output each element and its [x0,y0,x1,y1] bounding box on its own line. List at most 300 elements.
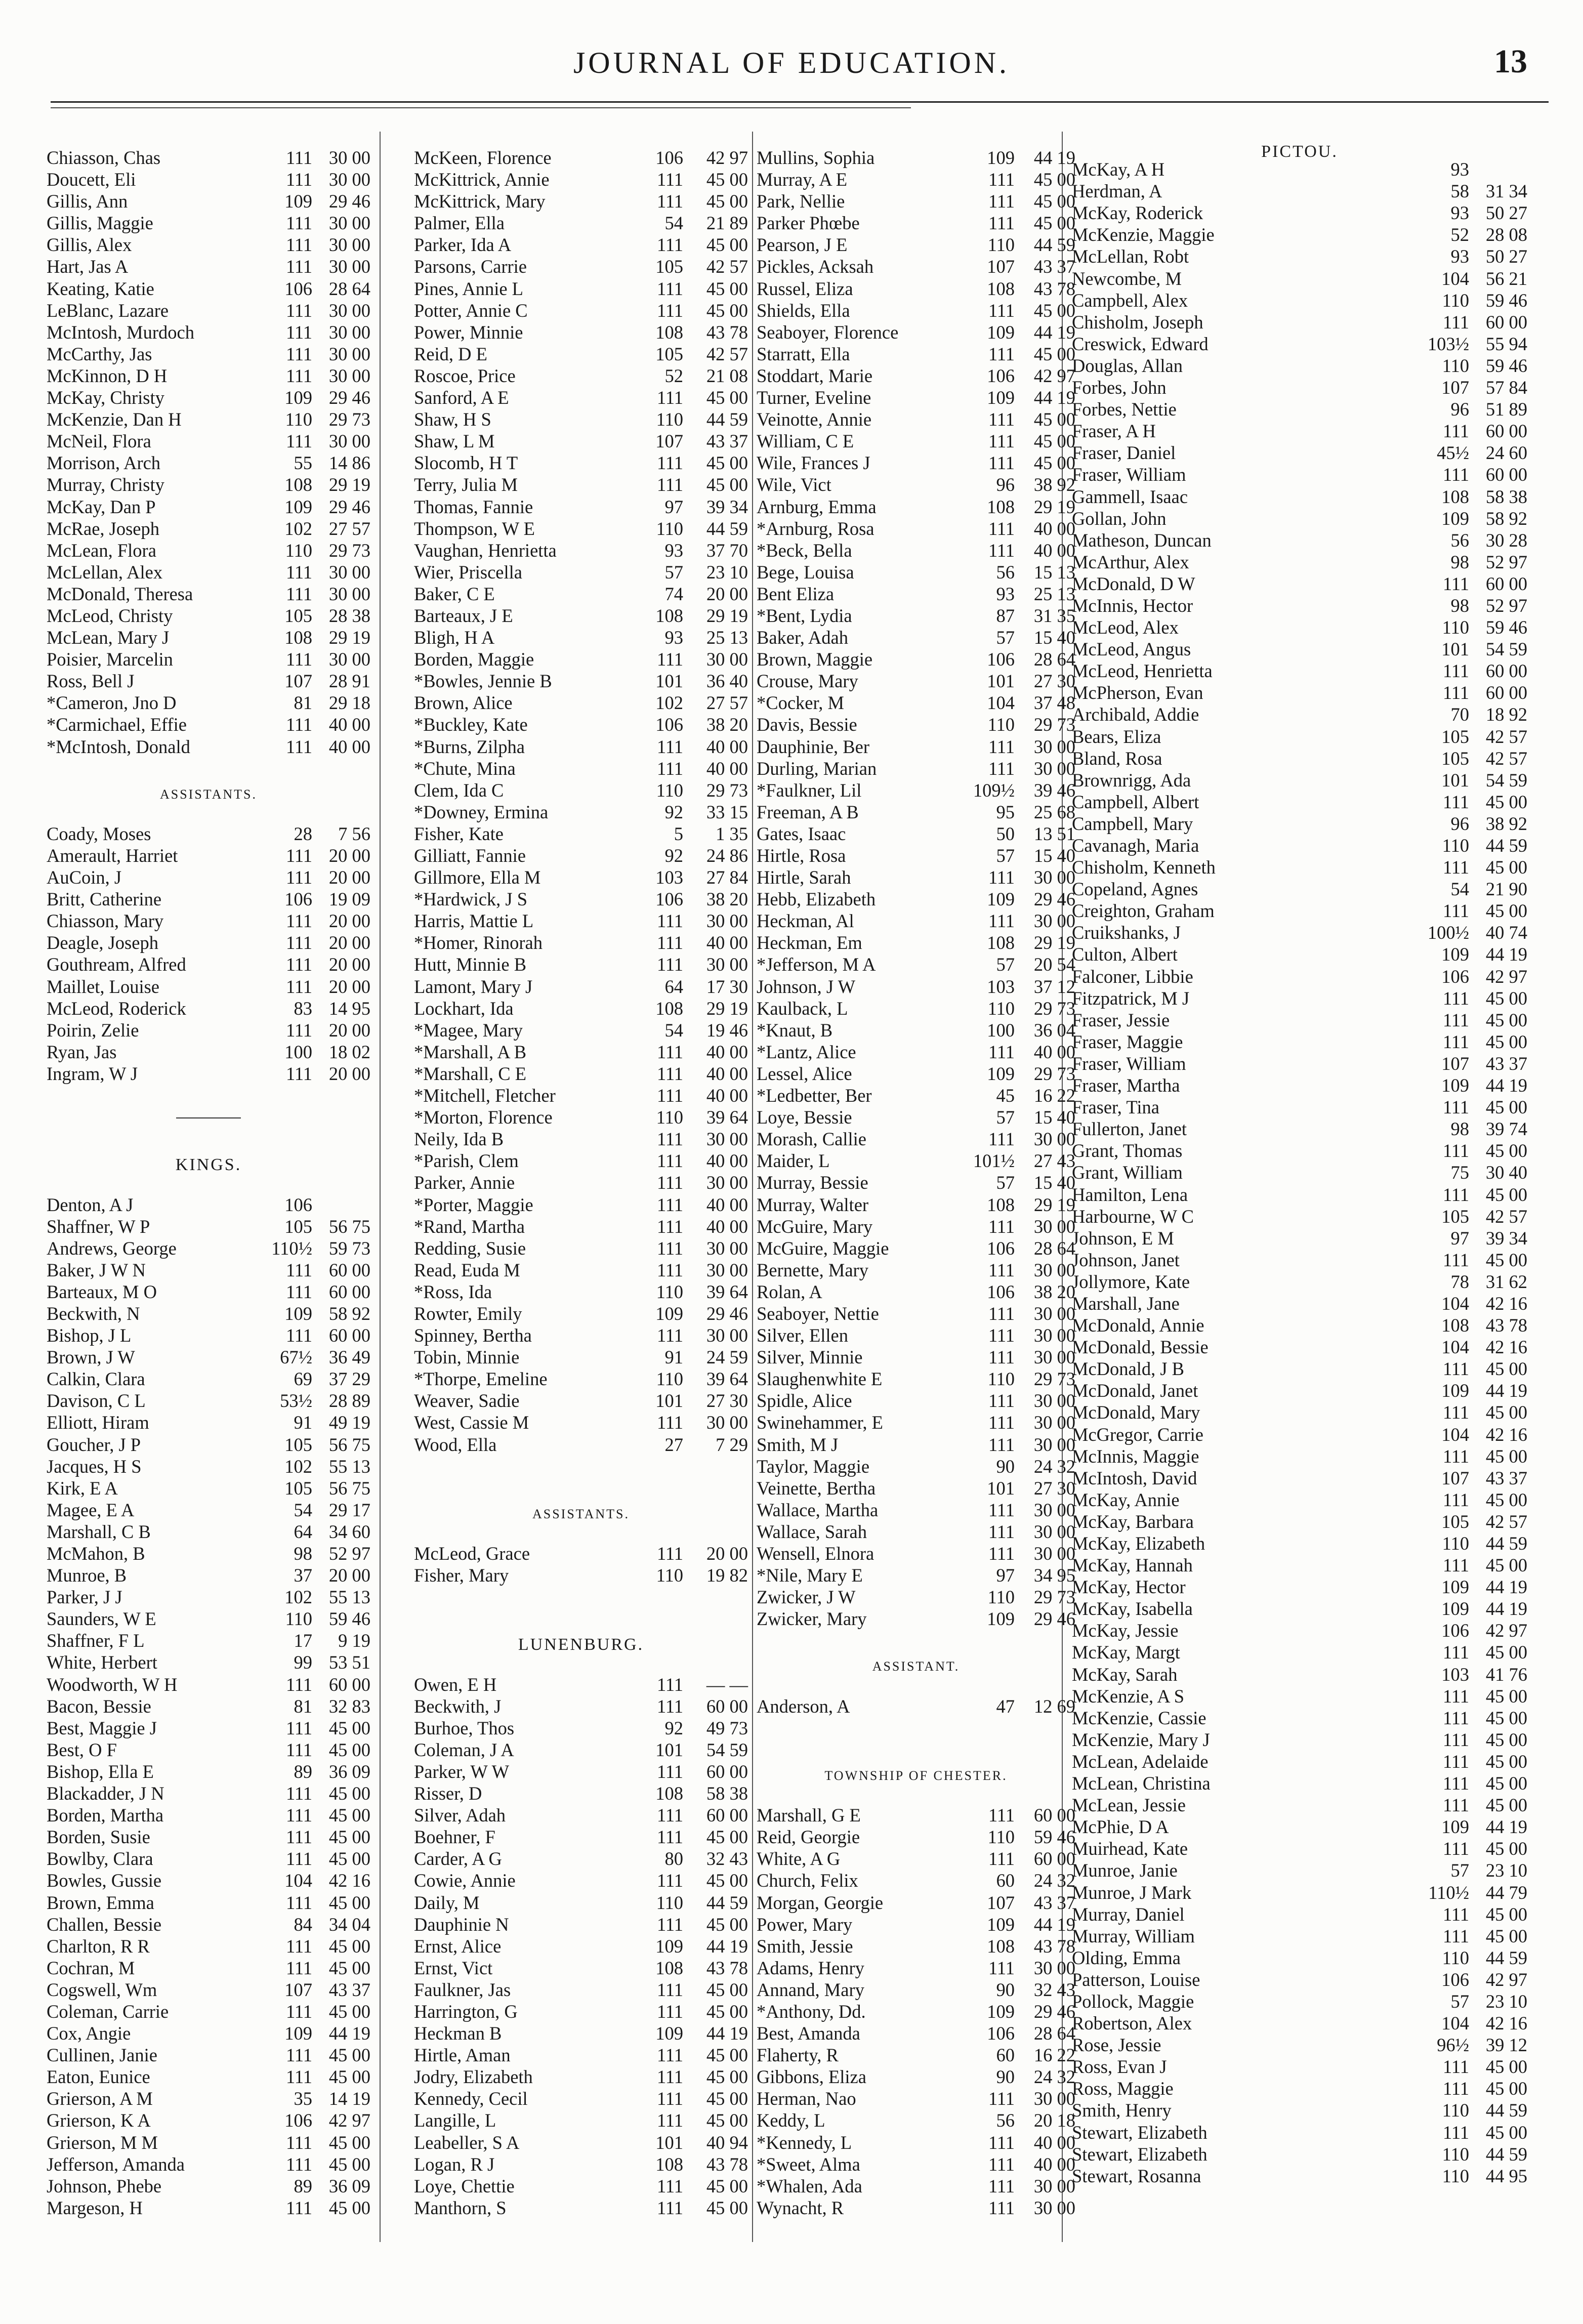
teacher-name: McLeod, Christy [47,605,173,626]
teacher-name: Poirin, Zelie [47,1019,139,1041]
days-taught: 111 [988,213,1015,234]
days-taught: 104 [1441,2013,1469,2034]
grant-amount: 60 00 [1485,660,1527,682]
teacher-name: McPherson, Evan [1072,682,1203,703]
grant-amount: 45 00 [1033,213,1075,234]
teacher-name: Davison, C L [47,1390,146,1412]
grant-amount: 45 00 [706,1979,748,2000]
grant-amount: 29 19 [1033,496,1075,517]
days-taught: 110 [1442,835,1469,856]
teacher-row [414,321,748,343]
days-taught: 111 [1442,1445,1469,1467]
grant-amount: 34 60 [328,1521,370,1542]
days-taught: 110 [987,1368,1015,1390]
grant-amount: 30 00 [706,1172,748,1193]
teacher-name: Rose, Jessie [1072,2035,1161,2056]
teacher-name: McDonald, Janet [1072,1380,1198,1401]
days-taught: 105 [655,343,683,364]
teacher-name: Grant, William [1072,1162,1183,1183]
days-taught: 111 [285,1935,312,1957]
teacher-name: *Faulkner, Lil [757,779,862,801]
teacher-name: McDonald, Bessie [1072,1337,1209,1358]
grant-amount: 52 97 [1485,551,1527,572]
teacher-name: Eaton, Eunice [47,2066,150,2088]
teacher-name: Fisher, Mary [414,1565,509,1586]
days-taught: 90 [996,2066,1015,2088]
grant-amount: 28 91 [328,671,370,692]
days-taught: 111 [988,2132,1015,2153]
teacher-name: Kirk, E A [47,1477,118,1499]
teacher-name: Campbell, Albert [1072,791,1199,812]
teacher-row [757,1434,1075,1456]
teacher-row [1072,1424,1527,1445]
teacher-name: Harris, Mattie L [414,910,534,932]
teacher-row [414,147,748,169]
grant-amount: 45 00 [1485,1795,1527,1816]
teacher-name: McDonald, Mary [1072,1402,1200,1423]
teacher-name: Olding, Emma [1072,1947,1181,1968]
days-taught: 56 [1450,529,1469,551]
days-taught: 111 [988,758,1015,779]
grant-amount: 29 73 [1033,714,1075,735]
teacher-name: Chisholm, Joseph [1072,311,1203,333]
teacher-row [1072,1184,1527,1206]
teacher-name: McDonald, D W [1072,573,1195,594]
days-taught: 108 [1441,1315,1469,1336]
teacher-name: McLean, Jessie [1072,1795,1186,1816]
teacher-row [1072,1293,1527,1314]
teacher-name: Wallace, Martha [757,1499,879,1520]
grant-amount: 21 89 [706,213,748,234]
teacher-name: Fraser, Tina [1072,1097,1159,1118]
teacher-name: Gillis, Ann [47,191,128,212]
teacher-name: Stewart, Elizabeth [1072,2122,1207,2143]
teacher-row [1072,551,1527,573]
teacher-name: Rolan, A [757,1281,822,1302]
teacher-row [47,190,370,212]
teacher-name: Read, Euda M [414,1259,520,1280]
section-heading: ASSISTANT. [872,1659,960,1674]
days-taught: 111 [988,1259,1015,1280]
grant-amount: 54 59 [1485,769,1527,791]
grant-amount: 58 92 [328,1303,370,1324]
teacher-row [1072,943,1527,965]
days-taught: 97 [996,1565,1015,1586]
grant-amount: 40 00 [706,1041,748,1062]
grant-amount: 40 00 [1033,540,1075,561]
teacher-row [414,2001,748,2022]
grant-amount: 45 00 [328,1935,370,1957]
days-taught: 105 [284,1434,312,1455]
grant-amount: 44 19 [1485,1075,1527,1096]
days-taught: 111 [1442,2078,1469,2099]
days-taught: 106 [655,147,683,168]
teacher-row [47,932,370,953]
teacher-name: Borden, Martha [47,1805,164,1826]
grant-amount: 12 69 [1033,1695,1075,1717]
teacher-row [757,932,1075,953]
teacher-row [757,736,1075,758]
days-taught: 110 [656,1565,683,1586]
grant-amount: 43 37 [1033,1892,1075,1913]
teacher-row [414,1739,748,1761]
grant-amount: 42 16 [1485,1424,1527,1445]
teacher-row [757,365,1075,387]
teacher-row [1072,486,1527,508]
days-taught: 111 [988,540,1015,561]
teacher-row [414,2132,748,2153]
days-taught: 111 [656,169,683,190]
days-taught: 110 [1442,355,1469,376]
grant-amount: 24 59 [706,1347,748,1368]
teacher-name: McKinnon, D H [47,365,168,386]
grant-amount: 45 00 [1485,2078,1527,2099]
days-taught: 57 [1450,1990,1469,2012]
grant-amount: 44 59 [706,1892,748,1913]
teacher-row [1072,158,1527,180]
teacher-name: *Parish, Clem [414,1150,519,1172]
days-taught: 109 [284,2023,312,2044]
teacher-name: Cochran, M [47,1957,135,1978]
teacher-row [47,1281,370,1303]
days-taught: 80 [664,1848,683,1870]
teacher-row [47,714,370,735]
teacher-name: William, C E [757,431,854,452]
teacher-name: Brown, J W [47,1347,135,1368]
days-taught: 108 [655,605,683,626]
teacher-name: Fraser, Daniel [1072,442,1176,464]
teacher-row [414,1303,748,1324]
teacher-name: *Morton, Florence [414,1107,553,1128]
grant-amount: 45 00 [328,1957,370,1978]
teacher-row [47,953,370,975]
grant-amount: 59 73 [328,1237,370,1259]
teacher-row [47,1346,370,1368]
teacher-row [414,779,748,801]
teacher-row [757,1695,1075,1717]
grant-amount: 28 08 [1485,224,1527,245]
days-taught: 109 [655,2023,683,2044]
teacher-row [757,1586,1075,1608]
grant-amount: 45 00 [328,2001,370,2022]
days-taught: 89 [294,2175,312,2196]
teacher-row [757,910,1075,932]
grant-amount: 30 00 [328,234,370,256]
days-taught: 111 [656,2001,683,2022]
grant-amount: 29 46 [328,191,370,212]
teacher-row [1072,1576,1527,1598]
teacher-row [1072,1511,1527,1532]
teacher-name: Calkin, Clara [47,1368,145,1390]
teacher-name: *McIntosh, Donald [47,736,190,757]
days-taught: 93 [664,540,683,561]
days-taught: 111 [1442,791,1469,812]
teacher-row [1072,1859,1527,1881]
days-taught: 111 [285,300,312,321]
teacher-name: Blackadder, J N [47,1783,164,1804]
grant-amount: 44 19 [1485,1816,1527,1838]
days-taught: 45½ [1437,442,1469,464]
teacher-row [757,779,1075,801]
teacher-name: Baker, C E [414,583,495,604]
teacher-name: Barteaux, J E [414,605,513,626]
days-taught: 105 [1441,748,1469,769]
header-rule-secondary [51,107,911,108]
days-taught: 92 [664,801,683,822]
teacher-row [414,670,748,692]
grant-amount: 28 38 [328,605,370,626]
days-taught: 55 [294,452,312,474]
days-taught: 100 [284,1041,312,1062]
days-taught: 111 [988,1521,1015,1542]
teacher-name: Bege, Louisa [757,561,854,583]
grant-amount: 42 16 [1485,1293,1527,1314]
days-taught: 111 [656,1063,683,1084]
teacher-name: Potter, Annie C [414,300,528,321]
grant-amount: 20 00 [328,1565,370,1586]
grant-amount: 45 00 [328,1717,370,1738]
days-taught: 78 [1450,1271,1469,1292]
grant-amount: 45 00 [706,2175,748,2196]
teacher-name: Seaboyer, Florence [757,321,899,343]
days-taught: 57 [996,1107,1015,1128]
days-taught: 105 [655,256,683,277]
teacher-row [414,1324,748,1346]
days-taught: 110 [656,1281,683,1302]
teacher-name: Ross, Bell J [47,671,135,692]
grant-amount: 45 00 [1485,2056,1527,2078]
grant-amount: 29 46 [328,387,370,408]
grant-amount: 43 78 [706,1957,748,1978]
grant-amount: 30 00 [328,649,370,670]
grant-amount: 45 00 [1485,1249,1527,1270]
grant-amount: 45 00 [1485,900,1527,922]
days-taught: 111 [656,234,683,256]
grant-amount: 45 00 [1033,191,1075,212]
teacher-row [1072,245,1527,267]
teacher-row [47,518,370,540]
days-taught: 103 [987,976,1015,997]
grant-amount: 32 43 [1033,1979,1075,2000]
days-taught: 111 [285,867,312,888]
teacher-row [414,736,748,758]
grant-amount: 24 32 [1033,1456,1075,1477]
teacher-name: McKittrick, Annie [414,169,550,190]
days-taught: 111 [285,431,312,452]
days-taught: 108 [284,627,312,648]
grant-amount: 45 00 [706,2001,748,2022]
teacher-row [47,1303,370,1324]
grant-amount: 45 00 [706,2088,748,2109]
teacher-name: Annand, Mary [757,1979,864,2000]
grant-amount: 34 95 [1033,1565,1075,1586]
grant-amount: 40 00 [706,1063,748,1084]
teacher-row [757,1521,1075,1543]
grant-amount: 38 92 [1485,813,1527,834]
days-taught: 111 [656,474,683,495]
grant-amount: 27 57 [706,692,748,714]
grant-amount: 45 00 [1033,431,1075,452]
teacher-row [414,1063,748,1085]
teacher-row [414,1892,748,1914]
teacher-row [414,408,748,430]
grant-amount: 45 00 [706,1914,748,1935]
teacher-name: Newcombe, M [1072,268,1182,289]
teacher-name: Rowter, Emily [414,1303,522,1324]
teacher-name: Gillis, Maggie [47,213,153,234]
days-taught: 103 [1441,1664,1469,1685]
grant-amount: 60 00 [328,1674,370,1695]
days-taught: 102 [284,1456,312,1477]
grant-amount: 42 57 [706,343,748,364]
grant-amount: 30 00 [328,169,370,190]
teacher-name: McArthur, Alex [1072,551,1189,572]
teacher-row [757,256,1075,277]
grant-amount: 38 20 [706,889,748,910]
teacher-name: Murray, Bessie [757,1172,868,1193]
days-taught: 45 [996,1085,1015,1106]
teacher-row [1072,813,1527,835]
teacher-row [414,1085,748,1106]
days-taught: 111 [656,1085,683,1106]
teacher-row [1072,1096,1527,1118]
days-taught: 90 [996,1456,1015,1477]
grant-amount: 43 37 [706,431,748,452]
teacher-row [1072,2099,1527,2121]
days-taught: 107 [1441,1053,1469,1074]
days-taught: 111 [1442,1642,1469,1663]
days-taught: 111 [656,1172,683,1193]
teacher-name: Neily, Ida B [414,1129,504,1150]
teacher-row [414,430,748,452]
teacher-row [47,1804,370,1826]
days-taught: 81 [294,692,312,714]
days-taught: 104 [1441,1337,1469,1358]
teacher-row [47,278,370,300]
teacher-name: Kennedy, Cecil [414,2088,528,2109]
days-taught: 111 [1442,1009,1469,1030]
teacher-row [1072,1031,1527,1053]
grant-amount: 60 00 [328,1281,370,1302]
teacher-row [414,1259,748,1281]
grant-amount: 38 20 [706,714,748,735]
teacher-name: Vaughan, Henrietta [414,540,557,561]
days-taught: 109 [655,1935,683,1957]
teacher-row [1072,703,1527,725]
teacher-row [1072,289,1527,311]
days-taught: 64 [294,1521,312,1542]
teacher-row [47,408,370,430]
teacher-row [757,1303,1075,1324]
days-taught: 110½ [271,1237,312,1259]
days-taught: 110 [656,409,683,430]
teacher-name: Denton, A J [47,1194,134,1215]
days-taught: 111 [285,1783,312,1804]
grant-amount: 20 00 [706,1543,748,1564]
teacher-name: Crouse, Mary [757,671,858,692]
grant-amount: 60 00 [706,1695,748,1717]
teacher-name: *Thorpe, Emeline [414,1368,548,1390]
days-taught: 111 [988,191,1015,212]
teacher-name: Veinette, Bertha [757,1477,876,1499]
teacher-row [414,2066,748,2088]
teacher-row [757,496,1075,518]
teacher-name: Power, Mary [757,1914,853,1935]
grant-amount: — — [706,1674,748,1695]
teacher-name: Kaulback, L [757,998,848,1019]
teacher-name: *Rand, Martha [414,1216,525,1237]
days-taught: 111 [285,2197,312,2218]
grant-amount: 45 00 [706,1870,748,1891]
days-taught: 109 [987,387,1015,408]
days-taught: 83 [294,998,312,1019]
grant-amount: 43 37 [1033,256,1075,277]
teacher-name: Stoddart, Marie [757,365,873,386]
teacher-row [47,387,370,408]
teacher-row [414,823,748,845]
teacher-row [47,976,370,998]
days-taught: 111 [285,1019,312,1041]
grant-amount: 19 82 [706,1565,748,1586]
teacher-row [1072,1685,1527,1707]
teacher-row [414,387,748,408]
teacher-row [414,758,748,779]
teacher-name: Burhoe, Thos [414,1717,515,1738]
teacher-row [414,910,748,932]
days-taught: 111 [1442,1249,1469,1270]
days-taught: 111 [1442,2122,1469,2143]
grant-amount: 44 19 [1033,1914,1075,1935]
teacher-row [1072,987,1527,1009]
days-taught: 111 [656,2045,683,2066]
grant-amount: 42 16 [1485,2013,1527,2034]
grant-amount: 42 57 [1485,726,1527,747]
teacher-name: Reid, Georgie [757,1827,860,1848]
teacher-row [414,1216,748,1237]
days-taught: 105 [1441,1206,1469,1227]
days-taught: 107 [987,1892,1015,1913]
teacher-name: Wile, Vict [757,474,831,495]
section-heading: LUNENBURG. [518,1635,644,1654]
days-taught: 97 [1450,1227,1469,1249]
days-taught: 111 [988,910,1015,932]
grant-amount: 15 40 [1033,1107,1075,1128]
days-taught: 111 [285,256,312,277]
days-taught: 111 [656,1150,683,1172]
days-taught: 110 [285,409,312,430]
days-taught: 93 [1450,202,1469,224]
days-taught: 111 [988,2153,1015,2175]
teacher-name: LeBlanc, Lazare [47,300,169,321]
days-taught: 93 [664,627,683,648]
section-divider [47,1106,370,1128]
grant-amount: 45 00 [328,2132,370,2153]
teacher-name: Tobin, Minnie [414,1347,520,1368]
teacher-name: Parker, J J [47,1587,122,1608]
teacher-name: Risser, D [414,1783,482,1804]
days-taught: 111 [1442,1707,1469,1728]
days-taught: 106 [284,278,312,299]
grant-amount: 42 16 [328,1870,370,1891]
teacher-name: Johnson, E M [1072,1227,1174,1249]
teacher-row [1072,1882,1527,1903]
days-taught: 111 [656,1041,683,1062]
teacher-row [757,1390,1075,1412]
grant-amount: 45 00 [1485,1751,1527,1772]
teacher-row [757,1281,1075,1303]
teacher-row [47,1870,370,1891]
grant-amount: 44 19 [1033,387,1075,408]
